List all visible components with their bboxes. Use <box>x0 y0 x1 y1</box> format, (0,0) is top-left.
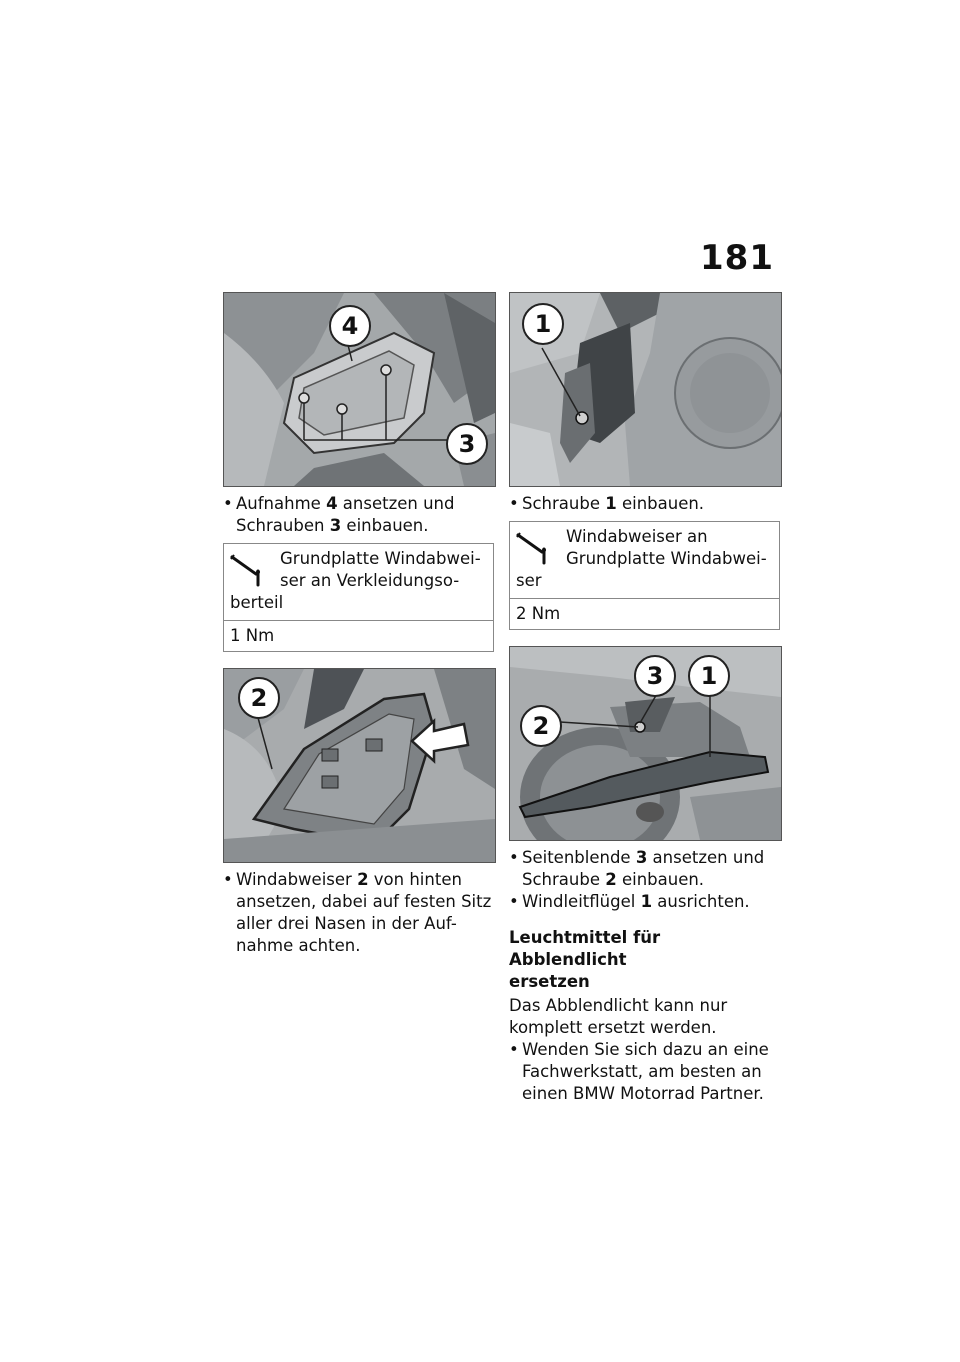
paragraph-line: Das Abblendlicht kann nur <box>509 996 728 1015</box>
step-text: ansetzen und <box>647 848 765 867</box>
heading-line: ersetzen <box>509 972 590 991</box>
ref-number: 3 <box>635 848 648 867</box>
callout-1: 1 <box>688 655 730 697</box>
step-text: einbauen. <box>616 494 705 513</box>
torque-spec-label <box>510 522 779 599</box>
step-text: Wenden Sie sich dazu an eine <box>522 1040 769 1059</box>
bullet: • <box>509 892 519 911</box>
figure-mounting-plate <box>223 292 496 487</box>
right-column <box>509 292 780 1105</box>
step-text: Aufnahme <box>236 494 327 513</box>
step-fachwerkstatt <box>509 1039 780 1105</box>
ref-number: 2 <box>357 870 369 889</box>
torque-wrench-icon <box>230 554 266 588</box>
callout-3: 3 <box>446 423 488 465</box>
callout-1: 1 <box>522 303 564 345</box>
torque-spec-value: 2 Nm <box>516 604 561 623</box>
torque-spec-label <box>224 544 493 621</box>
callout-2: 2 <box>520 705 562 747</box>
step-text: ausrichten. <box>652 892 750 911</box>
step-text: einen BMW Motorrad Partner. <box>522 1084 764 1103</box>
step-windleitfluegel <box>509 891 780 913</box>
spec-label-line: berteil <box>230 593 284 612</box>
step-text: Schraube <box>522 870 606 889</box>
spec-label-line: Grundplatte Windabwei- <box>280 549 481 568</box>
bullet: • <box>223 494 233 513</box>
step-text: ansetzen und <box>337 494 455 513</box>
spec-label-line: Grundplatte Windabwei- <box>566 549 767 568</box>
spec-label-line: Windabweiser an <box>566 527 708 546</box>
step-text: von hinten <box>368 870 462 889</box>
page-number: 181 <box>700 238 774 278</box>
bullet: • <box>509 1040 519 1059</box>
torque-spec-table <box>509 521 780 630</box>
step-text: nahme achten. <box>236 936 361 955</box>
ref-number: 1 <box>640 892 653 911</box>
step-schraube <box>509 493 780 515</box>
callout-2: 2 <box>238 677 280 719</box>
figure-screw <box>509 292 782 487</box>
torque-spec-value: 1 Nm <box>230 626 275 645</box>
step-text: Schraube <box>522 494 606 513</box>
step-text: ansetzen, dabei auf festen Sitz <box>236 892 492 911</box>
step-text: Fachwerkstatt, am besten an <box>522 1062 762 1081</box>
step-windabweiser <box>223 869 494 957</box>
callout-3: 3 <box>634 655 676 697</box>
bullet: • <box>509 848 519 867</box>
ref-number: 2 <box>605 870 617 889</box>
step-text: Schrauben <box>236 516 330 535</box>
step-text: einbauen. <box>341 516 429 535</box>
heading-line: Leuchtmittel für Abblendlicht <box>509 928 661 969</box>
step-aufnahme <box>223 493 494 537</box>
callout-4: 4 <box>329 305 371 347</box>
ref-number: 4 <box>326 494 338 513</box>
paragraph <box>509 995 780 1039</box>
step-seitenblende <box>509 847 780 891</box>
left-column <box>223 292 494 957</box>
figure-wind-deflector <box>223 668 496 863</box>
torque-wrench-icon <box>516 532 552 566</box>
step-text: Seitenblende <box>522 848 636 867</box>
spec-label-line: ser <box>516 571 542 590</box>
section-heading <box>509 927 780 993</box>
ref-number: 1 <box>605 494 617 513</box>
step-text: Windabweiser <box>236 870 358 889</box>
ref-number: 3 <box>329 516 342 535</box>
torque-spec-table <box>223 543 494 652</box>
paragraph-line: komplett ersetzt werden. <box>509 1018 717 1037</box>
figure-side-panel <box>509 646 782 841</box>
step-text: Windleitflügel <box>522 892 641 911</box>
spec-label-line: ser an Verkleidungso- <box>280 571 460 590</box>
step-text: aller drei Nasen in der Auf- <box>236 914 457 933</box>
bullet: • <box>223 870 233 889</box>
bullet: • <box>509 494 519 513</box>
step-text: einbauen. <box>616 870 705 889</box>
